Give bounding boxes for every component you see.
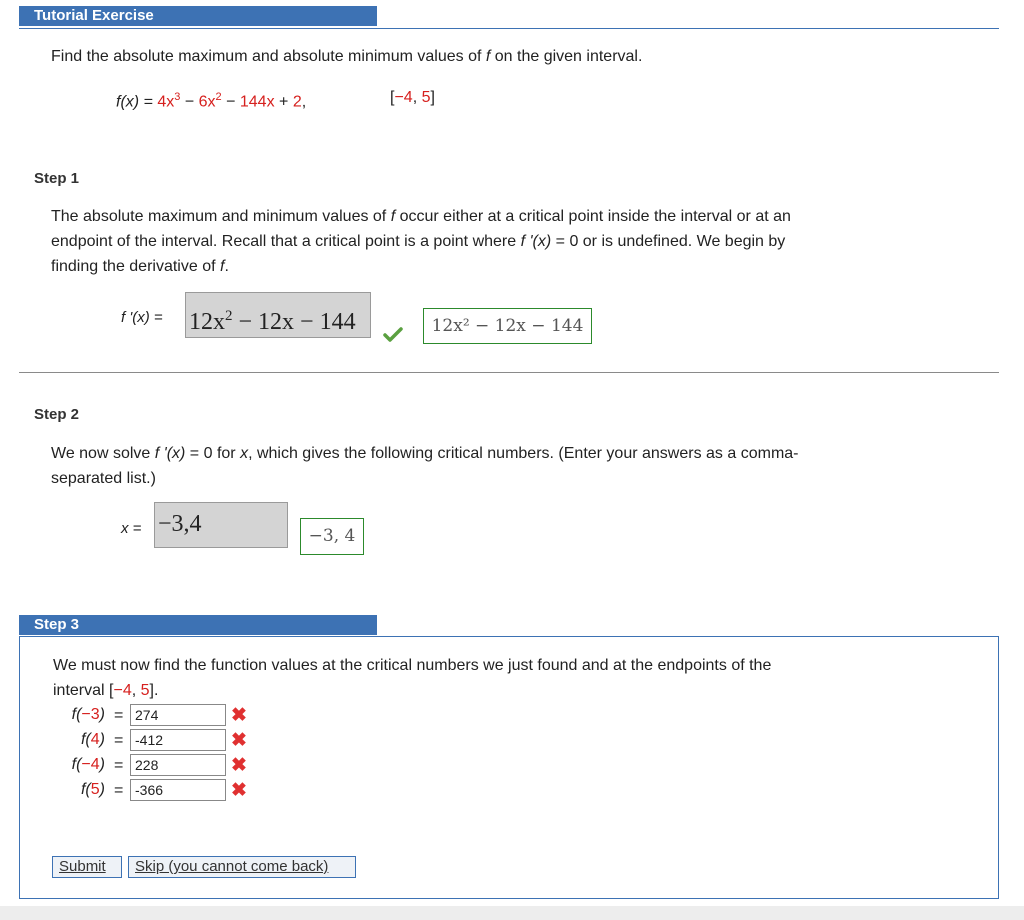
- derivative-answer-field[interactable]: $12x^2 - 12x - 144$: [185, 292, 371, 338]
- problem-instruction: Find the absolute maximum and absolute minimum values of f on the given interval.: [51, 48, 643, 65]
- wrong-icon: ✖: [231, 730, 247, 751]
- check-icon: [383, 327, 403, 343]
- function-value-label: f(4): [80, 731, 105, 748]
- problem-interval: [−4, 5]: [390, 89, 435, 106]
- derivative-correct-answer: 12x² − 12x − 144: [423, 308, 592, 344]
- step1-paragraph: The absolute maximum and minimum values of f occur either at a critical point inside the interval or at an endpoint of the interval. Recall that a critical point is a point where f '(x) = 0 or is undefined. We begin by finding the derivative of f.: [51, 208, 791, 275]
- wrong-icon: ✖: [231, 705, 247, 726]
- step3-paragraph: We must now find the function values at the critical numbers we just found and at the endpoints of the interval [−4, 5].: [53, 657, 772, 699]
- skip-button[interactable]: Skip (you cannot come back): [128, 856, 356, 878]
- tutorial-exercise-tab: [19, 6, 377, 26]
- equals-sign: =: [114, 732, 124, 749]
- critical-numbers-correct-answer: −3, 4: [300, 518, 364, 555]
- bottom-bar: [0, 906, 1024, 920]
- step-divider: [19, 372, 999, 373]
- equals-sign: =: [114, 707, 124, 724]
- step2-answer-label: x =: [121, 520, 142, 537]
- problem-function: $f(x) = 4x^3 - 6x^2 - 144x + 2$,: [116, 91, 307, 111]
- function-value-label: f(−4): [71, 756, 105, 773]
- f-5-input[interactable]: -366: [130, 779, 226, 801]
- submit-button[interactable]: Submit: [52, 856, 122, 878]
- f-neg4-input[interactable]: 228: [130, 754, 226, 776]
- step2-label: Step 2: [34, 406, 80, 423]
- step2-paragraph: We now solve f '(x) = 0 for x, which gives the following critical numbers. (Enter your answers as a comma- separated list.): [51, 445, 799, 487]
- function-value-label: f(5): [80, 781, 105, 798]
- wrong-icon: ✖: [231, 755, 247, 776]
- function-value-label: f(−3): [71, 706, 105, 723]
- wrong-icon: ✖: [231, 780, 247, 801]
- header-rule: [19, 28, 999, 29]
- f-neg3-input[interactable]: 274: [130, 704, 226, 726]
- step3-tab: Step 3: [19, 615, 377, 635]
- step1-label: Step 1: [34, 170, 80, 187]
- equals-sign: =: [114, 782, 124, 799]
- f-4-input[interactable]: -412: [130, 729, 226, 751]
- critical-numbers-answer-field[interactable]: −3,4: [154, 502, 288, 548]
- tutorial-exercise-title: Tutorial Exercise: [34, 7, 154, 24]
- step1-answer-label: f '(x) =: [121, 309, 163, 326]
- equals-sign: =: [114, 757, 124, 774]
